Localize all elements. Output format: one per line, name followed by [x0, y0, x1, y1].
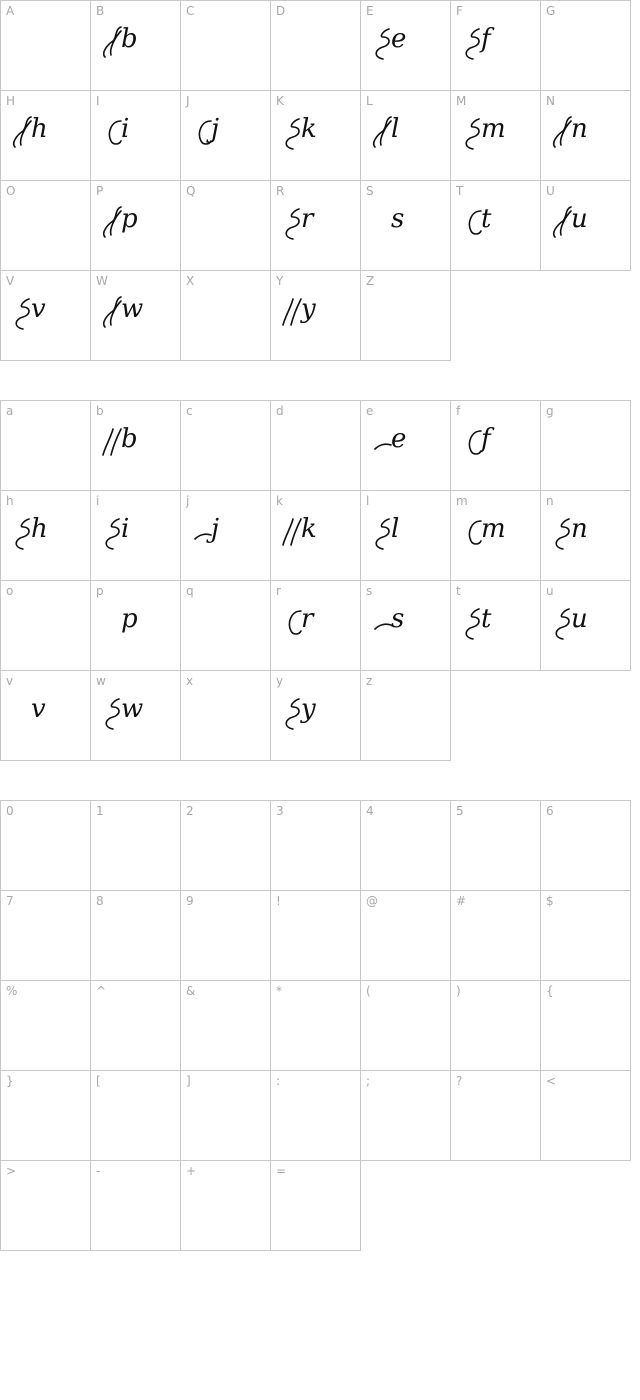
glyph-letter: n [571, 114, 588, 144]
swash-stroke [556, 519, 569, 549]
glyph-cell-label: o [6, 584, 14, 598]
glyph-cell-label: - [96, 1164, 101, 1178]
glyph-letter: e [391, 424, 407, 454]
swash-glyph-icon [99, 105, 169, 155]
glyph-cell [90, 890, 181, 981]
glyph-cell-label: ^ [96, 984, 107, 998]
glyph-cell-label: z [366, 674, 373, 688]
glyph-cell-label: t [456, 584, 461, 598]
glyph-cell [450, 0, 541, 91]
swash-stroke [14, 117, 31, 147]
glyph-letter: r [301, 604, 314, 634]
swash-glyph-icon [369, 195, 439, 245]
glyph-cell-label: 6 [546, 804, 554, 818]
glyph-letter: h [31, 514, 48, 544]
swash-glyph-icon [459, 415, 529, 465]
glyph-cell-label: x [186, 674, 194, 688]
glyph-cell-label: m [456, 494, 468, 508]
swash-stroke [286, 209, 299, 239]
glyph-cell [180, 800, 271, 891]
glyph-cell-label: E [366, 4, 374, 18]
swash-stroke [375, 444, 391, 449]
glyph-cell-label: T [456, 184, 464, 198]
glyph-cell [0, 1160, 91, 1251]
glyph-cell [360, 670, 451, 761]
glyph-cell [360, 0, 451, 91]
glyph-cell-label: s [366, 584, 373, 598]
glyph-cell-label: I [96, 94, 100, 108]
swash-glyph-icon [9, 105, 79, 155]
glyph-cell [540, 490, 631, 581]
glyph-cell-label: Q [186, 184, 196, 198]
glyph-cell [450, 490, 541, 581]
swash-stroke [103, 429, 121, 455]
swash-stroke [556, 609, 569, 639]
glyph-cell [180, 890, 271, 981]
swash-glyph-icon [279, 195, 349, 245]
glyph-cell-label: y [276, 674, 284, 688]
glyph-cell-label: P [96, 184, 104, 198]
swash-glyph-icon [99, 285, 169, 335]
swash-glyph-icon [369, 15, 439, 65]
glyph-cell [0, 490, 91, 581]
glyph-cell [360, 270, 451, 361]
glyph-cell-label: b [96, 404, 104, 418]
glyph-letter: i [121, 514, 130, 544]
glyph-cell-label: 1 [96, 804, 104, 818]
glyph-letter: s [391, 204, 405, 234]
glyph-cell [540, 580, 631, 671]
swash-glyph-icon [459, 195, 529, 245]
glyph-cell [270, 980, 361, 1071]
glyph-cell-label: > [6, 1164, 17, 1178]
glyph-cell [270, 90, 361, 181]
swash-glyph-icon [189, 105, 259, 155]
glyph-cell-label: Z [366, 274, 375, 288]
glyph-cell [270, 890, 361, 981]
swash-glyph-icon [99, 505, 169, 555]
glyph-letter: f [481, 424, 491, 454]
glyph-cell [180, 270, 271, 361]
swash-glyph-icon [279, 685, 349, 735]
glyph-cell [270, 580, 361, 671]
glyph-cell-label: : [276, 1074, 281, 1088]
glyph-cell [90, 400, 181, 491]
glyph-cell [360, 1070, 451, 1161]
swash-stroke [466, 29, 479, 59]
swash-glyph-icon [459, 15, 529, 65]
glyph-letter: i [121, 114, 130, 144]
glyph-cell [180, 90, 271, 181]
swash-glyph-icon [279, 595, 349, 645]
glyph-letter: v [31, 694, 46, 724]
swash-glyph-icon [99, 195, 169, 245]
glyph-cell-label: G [546, 4, 556, 18]
glyph-cell [540, 1070, 631, 1161]
glyph-cell-label: D [276, 4, 286, 18]
glyph-cell-label: f [456, 404, 461, 418]
glyph-cell [540, 180, 631, 271]
glyph-cell [90, 980, 181, 1071]
glyph-cell-label: c [186, 404, 193, 418]
glyph-cell [90, 800, 181, 891]
swash-stroke [466, 609, 479, 639]
glyph-cell [450, 890, 541, 981]
glyph-cell [0, 580, 91, 671]
glyph-cell-label: B [96, 4, 105, 18]
glyph-cell [270, 270, 361, 361]
swash-glyph-icon [9, 285, 79, 335]
glyph-cell [540, 0, 631, 91]
glyph-cell-label: h [6, 494, 14, 508]
glyph-cell-label: V [6, 274, 15, 288]
glyph-cell [450, 1070, 541, 1161]
swash-stroke [104, 27, 121, 57]
glyph-cell [90, 270, 181, 361]
swash-stroke [374, 117, 391, 147]
glyph-cell [0, 670, 91, 761]
glyph-cell [540, 980, 631, 1071]
glyph-letter: m [481, 514, 506, 544]
glyph-cell-label: O [6, 184, 16, 198]
glyph-letter: e [391, 24, 407, 54]
swash-glyph-icon [369, 105, 439, 155]
swash-glyph-icon [369, 415, 439, 465]
glyph-cell-label: d [276, 404, 284, 418]
swash-glyph-icon [369, 505, 439, 555]
glyph-cell-label: # [456, 894, 467, 908]
glyph-cell [0, 90, 91, 181]
glyph-cell [540, 890, 631, 981]
glyph-cell-label: k [276, 494, 283, 508]
glyph-cell-label: g [546, 404, 554, 418]
glyph-cell [360, 400, 451, 491]
swash-stroke [375, 624, 391, 629]
glyph-cell [540, 400, 631, 491]
glyph-letter: n [571, 514, 588, 544]
glyph-letter: l [391, 114, 400, 144]
glyph-cell-label: 5 [456, 804, 464, 818]
swash-stroke [283, 519, 301, 545]
glyph-cell-label: 0 [6, 804, 14, 818]
swash-glyph-icon [549, 505, 619, 555]
glyph-letter: u [571, 604, 588, 634]
glyph-cell-label: { [546, 984, 554, 998]
glyph-letter: u [571, 204, 588, 234]
glyph-cell-label: + [186, 1164, 197, 1178]
glyph-cell-label: K [276, 94, 284, 108]
glyph-letter: s [391, 604, 405, 634]
glyph-cell [90, 1070, 181, 1161]
swash-stroke [104, 207, 121, 237]
glyph-cell-label: < [546, 1074, 557, 1088]
swash-glyph-icon [189, 505, 259, 555]
glyph-letter: k [301, 514, 317, 544]
glyph-cell-label: l [366, 494, 370, 508]
glyph-letter: p [121, 604, 138, 634]
swash-glyph-icon [279, 505, 349, 555]
symbols-glyph-grid [0, 800, 631, 1250]
swash-glyph-icon [549, 105, 619, 155]
glyph-cell [360, 580, 451, 671]
glyph-cell-label: 7 [6, 894, 14, 908]
swash-stroke [289, 611, 301, 634]
swash-glyph-icon [459, 105, 529, 155]
glyph-cell-label: ( [366, 984, 371, 998]
glyph-letter: k [301, 114, 317, 144]
glyph-cell-label: & [186, 984, 196, 998]
glyph-cell-label: ) [456, 984, 461, 998]
swash-glyph-icon [549, 195, 619, 245]
glyph-cell [90, 1160, 181, 1251]
glyph-cell-label: L [366, 94, 373, 108]
glyph-cell [360, 980, 451, 1071]
glyph-cell-label: [ [96, 1074, 101, 1088]
glyph-cell [270, 800, 361, 891]
glyph-letter: j [211, 114, 220, 144]
swash-stroke [469, 521, 481, 544]
glyph-cell [180, 980, 271, 1071]
swash-glyph-icon [459, 505, 529, 555]
swash-glyph-icon [459, 595, 529, 645]
glyph-cell-label: v [6, 674, 14, 688]
glyph-cell [450, 180, 541, 271]
glyph-cell-label: e [366, 404, 374, 418]
glyph-letter: p [121, 204, 138, 234]
glyph-cell [90, 490, 181, 581]
glyph-letter: h [31, 114, 48, 144]
glyph-cell-label: 9 [186, 894, 194, 908]
swash-glyph-icon [99, 415, 169, 465]
swash-stroke [376, 29, 389, 59]
glyph-cell-label: 3 [276, 804, 284, 818]
glyph-cell-label: R [276, 184, 285, 198]
glyph-cell-label: w [96, 674, 106, 688]
glyph-cell-label: M [456, 94, 467, 108]
glyph-cell [90, 180, 181, 271]
glyph-letter: y [301, 694, 316, 724]
glyph-cell [450, 400, 541, 491]
glyph-cell [180, 1070, 271, 1161]
glyph-cell-label: = [276, 1164, 287, 1178]
glyph-cell [0, 400, 91, 491]
glyph-cell [180, 400, 271, 491]
glyph-cell [450, 800, 541, 891]
swash-stroke [286, 119, 299, 149]
swash-glyph-icon [9, 685, 79, 735]
swash-stroke [469, 431, 481, 454]
glyph-cell [270, 1070, 361, 1161]
glyph-cell [270, 670, 361, 761]
glyph-cell [360, 90, 451, 181]
swash-stroke [109, 121, 121, 144]
glyph-cell [0, 1070, 91, 1161]
swash-stroke [199, 121, 211, 144]
swash-glyph-icon [9, 505, 79, 555]
swash-stroke [16, 299, 29, 329]
glyph-cell [270, 0, 361, 91]
glyph-letter: y [301, 294, 316, 324]
glyph-cell-label: } [6, 1074, 14, 1088]
swash-glyph-icon [279, 105, 349, 155]
glyph-cell-label: C [186, 4, 195, 18]
glyph-cell-label: 4 [366, 804, 374, 818]
glyph-cell [360, 180, 451, 271]
glyph-cell [270, 490, 361, 581]
glyph-cell [270, 180, 361, 271]
glyph-letter: f [481, 24, 491, 54]
glyph-cell-label: $ [546, 894, 554, 908]
glyph-cell-label: ! [276, 894, 281, 908]
glyph-cell [360, 490, 451, 581]
glyph-cell-label: 8 [96, 894, 104, 908]
glyph-cell-label: @ [366, 894, 378, 908]
glyph-cell-label: a [6, 404, 14, 418]
glyph-cell [90, 580, 181, 671]
glyph-letter: j [211, 514, 220, 544]
glyph-cell-label: N [546, 94, 555, 108]
glyph-cell [180, 0, 271, 91]
glyph-letter: w [121, 694, 144, 724]
glyph-cell-label: r [276, 584, 281, 598]
glyph-cell-label: S [366, 184, 374, 198]
glyph-cell-label: ; [366, 1074, 371, 1088]
glyph-cell-label: F [456, 4, 463, 18]
glyph-letter: v [31, 294, 46, 324]
glyph-cell-label: n [546, 494, 554, 508]
swash-stroke [469, 211, 481, 234]
glyph-letter: m [481, 114, 506, 144]
glyph-cell-label: * [276, 984, 282, 998]
swash-stroke [283, 299, 301, 325]
glyph-letter: l [391, 514, 400, 544]
glyph-cell [180, 1160, 271, 1251]
swash-glyph-icon [279, 285, 349, 335]
glyph-cell [90, 670, 181, 761]
glyph-cell [0, 890, 91, 981]
glyph-letter: w [121, 294, 144, 324]
swash-stroke [195, 534, 211, 539]
glyph-cell-label: 2 [186, 804, 194, 818]
glyph-cell [450, 980, 541, 1071]
glyph-cell-label: ? [456, 1074, 463, 1088]
glyph-cell [360, 800, 451, 891]
glyph-letter: b [121, 424, 138, 454]
swash-stroke [104, 297, 121, 327]
glyph-letter: r [301, 204, 314, 234]
glyph-cell [360, 890, 451, 981]
glyph-cell [180, 180, 271, 271]
glyph-cell-label: p [96, 584, 104, 598]
glyph-cell [270, 400, 361, 491]
swash-stroke [554, 207, 571, 237]
glyph-cell [540, 800, 631, 891]
glyph-cell [180, 580, 271, 671]
swash-glyph-icon [99, 685, 169, 735]
glyph-cell-label: Y [276, 274, 284, 288]
glyph-cell-label: ] [186, 1074, 191, 1088]
swash-stroke [286, 699, 299, 729]
glyph-cell [0, 270, 91, 361]
swash-glyph-icon [99, 15, 169, 65]
glyph-cell-label: J [186, 94, 190, 108]
glyph-cell [0, 180, 91, 271]
glyph-cell-label: % [6, 984, 18, 998]
glyph-cell-label: q [186, 584, 194, 598]
swash-glyph-icon [549, 595, 619, 645]
glyph-cell-label: i [96, 494, 100, 508]
swash-stroke [554, 117, 571, 147]
glyph-cell [0, 0, 91, 91]
glyph-cell-label: u [546, 584, 554, 598]
glyph-cell [90, 90, 181, 181]
glyph-cell [180, 490, 271, 581]
glyph-letter: t [481, 604, 492, 634]
swash-stroke [466, 119, 479, 149]
glyph-cell [90, 0, 181, 91]
glyph-cell-label: U [546, 184, 555, 198]
swash-glyph-icon [369, 595, 439, 645]
glyph-cell-label: A [6, 4, 15, 18]
lowercase-glyph-grid [0, 400, 631, 760]
glyph-letter: b [121, 24, 138, 54]
swash-stroke [106, 699, 119, 729]
glyph-cell [270, 1160, 361, 1251]
glyph-cell-label: j [186, 494, 190, 508]
swash-glyph-icon [99, 595, 169, 645]
glyph-letter: t [481, 204, 492, 234]
glyph-cell-label: W [96, 274, 108, 288]
glyph-cell [450, 580, 541, 671]
swash-stroke [376, 519, 389, 549]
swash-stroke [106, 519, 119, 549]
uppercase-glyph-grid [0, 0, 631, 360]
glyph-cell [540, 90, 631, 181]
glyph-cell [0, 980, 91, 1071]
glyph-cell-label: H [6, 94, 16, 108]
glyph-cell [0, 800, 91, 891]
glyph-cell [180, 670, 271, 761]
glyph-cell-label: X [186, 274, 195, 288]
swash-stroke [16, 519, 29, 549]
glyph-cell [450, 90, 541, 181]
